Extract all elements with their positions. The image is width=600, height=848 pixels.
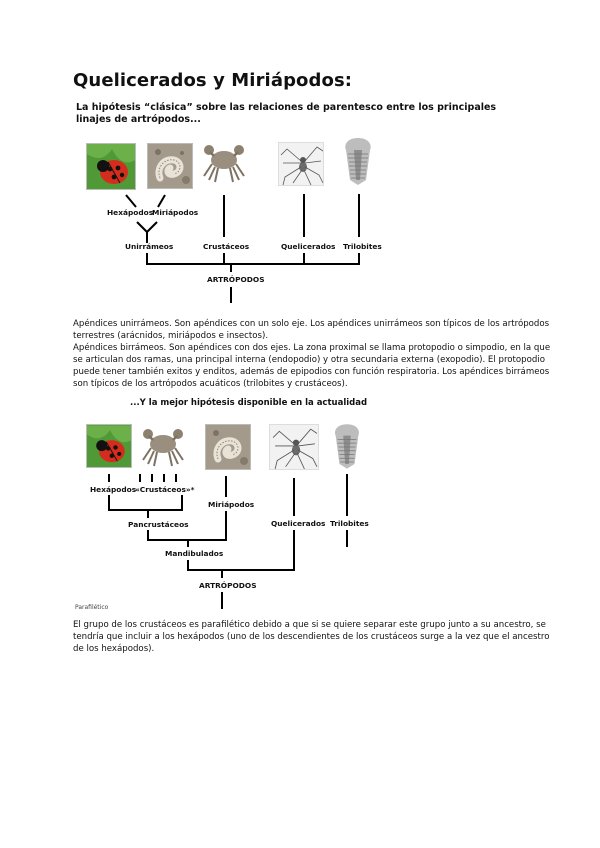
label-trilobites: Trilobites (330, 519, 369, 528)
label-hexapodos: Hexápodos (107, 208, 154, 217)
label-hexapodos: Hexápodos (90, 485, 137, 494)
label-crustaceos: «Crustáceos»* (135, 485, 195, 494)
label-miriapodos: Miriápodos (152, 208, 199, 217)
spider-icon (270, 425, 319, 470)
ladybug-icon (87, 144, 136, 190)
crab-image (200, 140, 248, 184)
label-unirrameos: Unirrámeos (125, 242, 174, 251)
millipede-icon (206, 425, 251, 470)
ladybug-icon (87, 425, 132, 468)
hypothesis-classic-heading (76, 102, 496, 126)
hypothesis-classic-line2: linajes de artrópodos... (76, 114, 201, 125)
spider-image (269, 424, 319, 470)
label-quelicerados: Quelicerados (271, 519, 326, 528)
label-mandibulados: Mandibulados (165, 549, 224, 558)
paragraph-line: Apéndices unirrámeos. Son apéndices con un solo eje. Los apéndices unirrámeos son típicos de los artrópodos (73, 319, 550, 329)
footnote-paraphyletic: Parafilético (75, 604, 109, 611)
label-pancrustaceos: Pancrustáceos (128, 520, 189, 529)
hypothesis-current-heading: ...Y la mejor hipótesis disponible en la actualidad (130, 398, 368, 408)
paragraph-line: El grupo de los crustáceos es parafilético debido a que si se quiere separar este grupo junto a su ancestro, se (73, 620, 546, 630)
trilobite-icon (330, 422, 364, 470)
paragraph-line: tendría que incluir a los hexápodos (uno de los descendientes de los crustáceos surge a la vez que el ancestro (73, 632, 550, 642)
trilobite-icon (340, 136, 376, 186)
trilobite-image (330, 422, 364, 470)
ladybug-image (86, 424, 132, 468)
millipede-image (205, 424, 251, 470)
label-artropodos: ARTRÓPODOS (199, 581, 257, 590)
paragraph-line: son típicos de los artrópodos acuáticos (trilobites y crustáceos). (73, 379, 348, 389)
spider-image (278, 142, 324, 186)
crab-icon (200, 140, 248, 184)
label-artropodos: ARTRÓPODOS (207, 275, 265, 284)
paragraph-line: puede tener también exitos y enditos, además de epipodios con función respiratoria. Los apéndices birrámeos (73, 367, 550, 377)
label-crustaceos: Crustáceos (203, 242, 250, 251)
hypothesis-classic-line1: La hipótesis “clásica” sobre las relaciones de parentesco entre los principales (76, 102, 497, 113)
millipede-image (147, 143, 193, 189)
trilobite-image (340, 136, 376, 186)
page-title: Quelicerados y Miriápodos: (73, 70, 353, 91)
paragraph-line: de los hexápodos). (73, 644, 155, 654)
spider-icon (279, 143, 324, 186)
paragraph-appendages (73, 318, 550, 390)
paragraph-line: Apéndices birrámeos. Son apéndices con dos ejes. La zona proximal se llama protopodio o simpodio, en la que (73, 343, 551, 353)
label-trilobites: Trilobites (343, 242, 382, 251)
ladybug-image (86, 143, 136, 190)
crab-icon (139, 424, 187, 468)
millipede-icon (148, 144, 193, 189)
label-miriapodos: Miriápodos (208, 500, 255, 509)
paragraph-line: terrestres (arácnidos, miriápodos e insectos). (73, 331, 269, 341)
crab-image (139, 424, 187, 468)
label-quelicerados: Quelicerados (281, 242, 336, 251)
paragraph-line: se articulan dos ramas, una principal interna (endopodio) y otra secundaria externa (exopodio). El protopodio (73, 355, 545, 365)
paragraph-paraphyly (73, 619, 549, 655)
